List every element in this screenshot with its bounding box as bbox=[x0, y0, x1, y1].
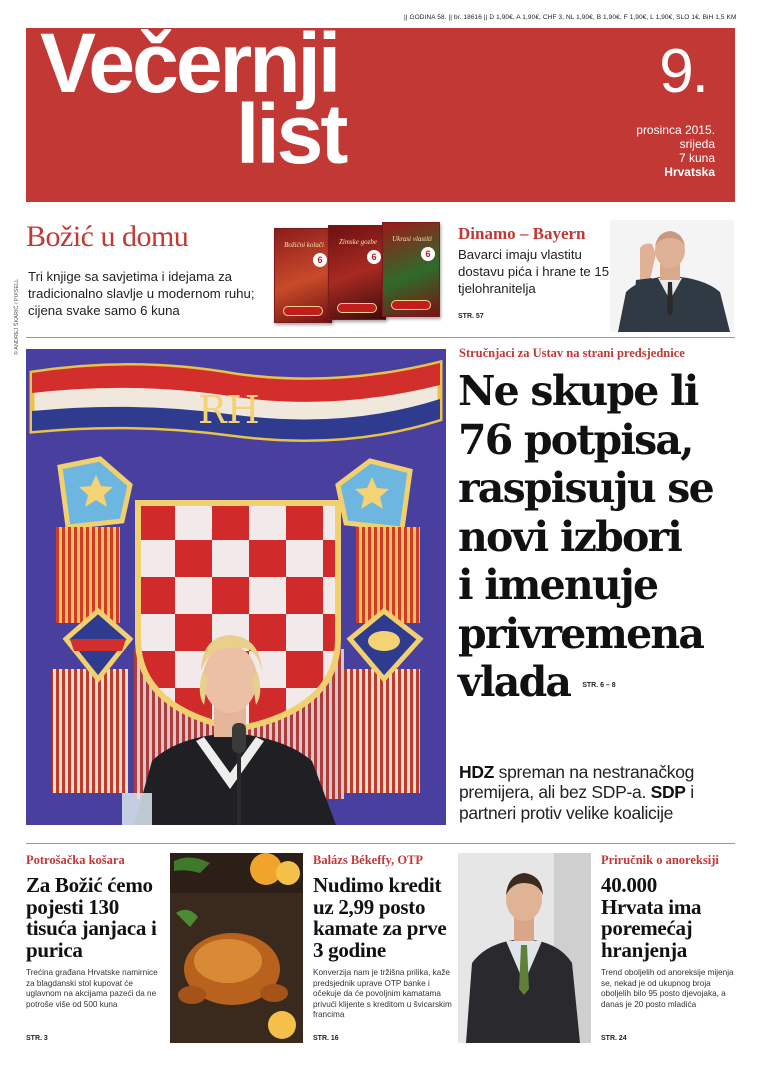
lead-photo[interactable] bbox=[26, 349, 446, 825]
promo-books-image[interactable] bbox=[274, 222, 444, 324]
book-cover: Božićni kolači 6 bbox=[274, 228, 332, 323]
story-headline[interactable]: Nudimo kredit uz 2,99 posto kamate za prve 3 godine bbox=[313, 873, 447, 962]
sport-text: Bavarci imaju vlastitu dostavu pića i hrane te 15 tjelohranitelja bbox=[458, 247, 610, 297]
headline-line: privremena bbox=[458, 609, 704, 658]
main-page-ref: STR. 6 – 8 bbox=[582, 681, 616, 689]
person-photo-icon bbox=[458, 853, 591, 1043]
main-story-summary: HDZ spreman na nestranačkog premijera, ali bez SDP-a. SDP i partneri protiv velike koalicije bbox=[459, 762, 695, 823]
story-kicker[interactable]: Priručnik o anoreksiji bbox=[601, 853, 719, 867]
story-headline[interactable]: Za Božić ćemo pojesti 130 tisuća janjaca i purica bbox=[26, 873, 157, 962]
headline-line: Ne skupe li bbox=[458, 367, 698, 415]
story-page-ref: STR. 24 bbox=[601, 1035, 627, 1042]
main-headline[interactable] bbox=[458, 367, 758, 707]
turkey-photo[interactable] bbox=[170, 853, 303, 1043]
newspaper-logo bbox=[40, 16, 346, 181]
headline-line: novi izbori bbox=[458, 512, 682, 561]
sport-page-ref: STR. 57 bbox=[458, 313, 484, 320]
promo-title[interactable]: Božić u domu bbox=[26, 220, 189, 253]
story-page-ref: STR. 16 bbox=[313, 1035, 339, 1042]
coach-photo[interactable] bbox=[610, 220, 734, 332]
issue-price: 7 kuna bbox=[678, 151, 715, 166]
book-cover: Ukrasi vlastiti 6 bbox=[382, 222, 440, 317]
story-page-ref: STR. 3 bbox=[26, 1035, 48, 1042]
headline-line: 76 potpisa, bbox=[458, 415, 693, 464]
logo-line-1: Večernji bbox=[40, 16, 339, 110]
issue-weekday: srijeda bbox=[679, 137, 715, 152]
story-kicker[interactable]: Balázs Békeffy, OTP bbox=[313, 853, 424, 867]
headline-line: vlada STR. 6 – 8 bbox=[458, 658, 616, 707]
story-text: Trećina građana Hrvatske namirnice za blagdanski stol kupovat će uglavnom na akcijama pazeći da ne potroše više od 500 kuna bbox=[26, 968, 158, 1009]
headline-line: i imenuje bbox=[458, 561, 658, 610]
story-text: Trend oboljelih od anoreksije mijenja se, nekad je od ukupnog broja oboljelih bilo 95 posto djevojaka, a danas je 20 posto mladića bbox=[601, 968, 734, 1009]
section-divider bbox=[26, 843, 735, 844]
coat-of-arms-photo bbox=[26, 349, 446, 825]
person-photo-icon bbox=[610, 220, 734, 332]
issue-day: 9. bbox=[659, 37, 707, 106]
logo-line-2: list bbox=[236, 86, 346, 181]
issue-meta bbox=[636, 123, 715, 179]
book-cover: Zimske gozbe 6 bbox=[328, 225, 386, 320]
story-headline[interactable]: 40.000 Hrvata ima poremećaj hranjenja bbox=[601, 873, 702, 962]
story-kicker[interactable]: Potrošačka košara bbox=[26, 853, 125, 867]
roast-turkey-image bbox=[170, 853, 303, 1043]
main-story-kicker[interactable]: Stručnjaci za Ustav na strani predsjednice bbox=[459, 346, 685, 360]
sport-kicker[interactable]: Dinamo – Bayern bbox=[458, 224, 586, 243]
headline-line: raspisuju se bbox=[458, 464, 713, 513]
issue-date: prosinca 2015. bbox=[636, 123, 715, 137]
promo-text: Tri knjige sa savjetima i idejama za tradicionalno slavlje u modernom ruhu; cijena svake samo 6 kuna bbox=[28, 269, 255, 319]
section-divider bbox=[26, 337, 735, 338]
issue-edition: Hrvatska bbox=[664, 165, 715, 180]
ribbon-rh-text: RH bbox=[198, 388, 260, 432]
photo-credit: © ANDREJ ŠKARIĆ / PIXSELL bbox=[14, 278, 20, 355]
banker-photo[interactable] bbox=[458, 853, 591, 1043]
edition-info-line: || GODINA 58. || br. 18616 || D 1,90€, A 1,90€, CHF 3, NL 1,90€, B 1,90€, F 1,90€, L 1,90€, SLO 1€, BiH 1,5 KM bbox=[404, 14, 737, 21]
story-text: Konverzija nam je tržišna prilika, kaže predsjednik uprave OTP banke i očekuje da će povoljnim kamatama privući klijente s kreditom u švicarskim francima bbox=[313, 968, 452, 1019]
